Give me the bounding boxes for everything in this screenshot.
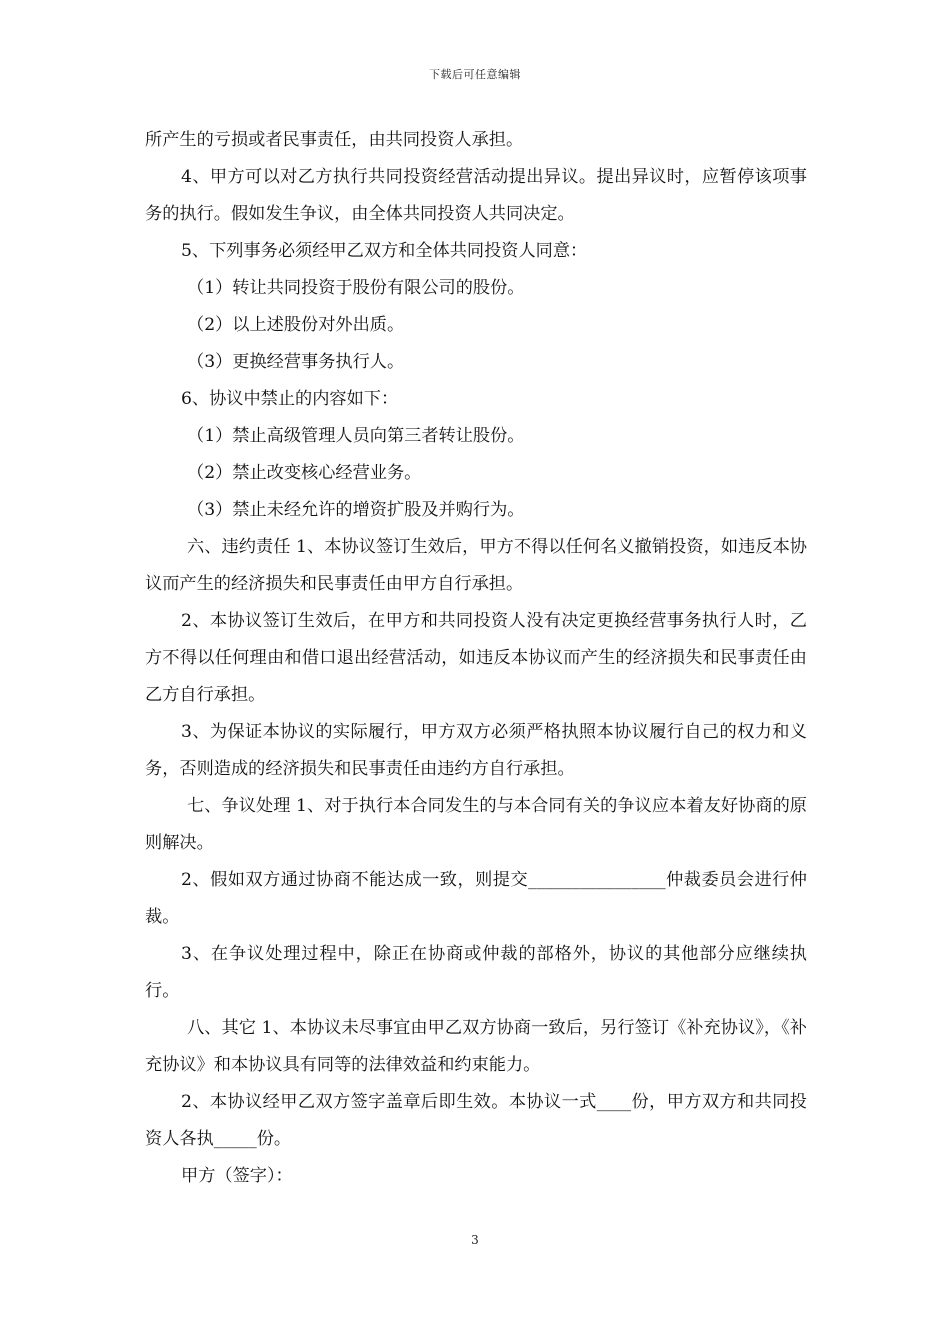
paragraph: 2、本协议签订生效后，在甲方和共同投资人没有决定更换经营事务执行人时，乙方不得以任何理由和借口退出经营活动，如违反本协议而产生的经济损失和民事责任由乙方自行承担。: [145, 611, 807, 705]
document-body: [145, 122, 807, 1195]
paragraph: 3、为保证本协议的实际履行，甲方双方必须严格执照本协议履行自己的权力和义务，否则造成的经济损失和民事责任由违约方自行承担。: [145, 722, 807, 779]
list-item: （3）禁止未经允许的增资扩股及并购行为。: [187, 500, 525, 520]
signature-line: 甲方（签字）：: [181, 1166, 293, 1186]
list-item: （2）禁止改变核心经营业务。: [187, 463, 422, 483]
paragraph: 2、假如双方通过协商不能达成一致，则提交________________仲裁委员会进行仲裁。: [145, 870, 807, 927]
section-heading-paragraph: 七、争议处理 1、对于执行本合同发生的与本合同有关的争议应本着友好协商的原则解决。: [145, 796, 807, 853]
page-header: 下载后可任意编辑: [429, 68, 521, 81]
page-number: 3: [471, 1233, 479, 1247]
section-heading-paragraph: 六、违约责任 1、本协议签订生效后，甲方不得以任何名义撤销投资，如违反本协议而产生的经济损失和民事责任由甲方自行承担。: [145, 537, 807, 594]
list-item: （3）更换经营事务执行人。: [187, 352, 405, 372]
list-item: （1）转让共同投资于股份有限公司的股份。: [187, 278, 525, 298]
paragraph: 4、甲方可以对乙方执行共同投资经营活动提出异议。提出异议时，应暂停该项事务的执行。假如发生争议，由全体共同投资人共同决定。: [145, 167, 807, 224]
paragraph: 3、在争议处理过程中，除正在协商或仲裁的部格外，协议的其他部分应继续执行。: [145, 944, 807, 1001]
paragraph: 所产生的亏损或者民事责任，由共同投资人承担。: [145, 130, 524, 150]
paragraph: 2、本协议经甲乙双方签字盖章后即生效。本协议一式____份，甲方双方和共同投资人各执_____份。: [145, 1092, 807, 1149]
section-heading-paragraph: 八、其它 1、本协议未尽事宜由甲乙双方协商一致后，另行签订《补充协议》，《补充协议》和本协议具有同等的法律效益和约束能力。: [145, 1018, 807, 1075]
paragraph: 5、下列事务必须经甲乙双方和全体共同投资人同意：: [181, 241, 588, 261]
paragraph: 6、协议中禁止的内容如下：: [181, 389, 399, 409]
list-item: （2）以上述股份对外出质。: [187, 315, 405, 335]
list-item: （1）禁止高级管理人员向第三者转让股份。: [187, 426, 525, 446]
